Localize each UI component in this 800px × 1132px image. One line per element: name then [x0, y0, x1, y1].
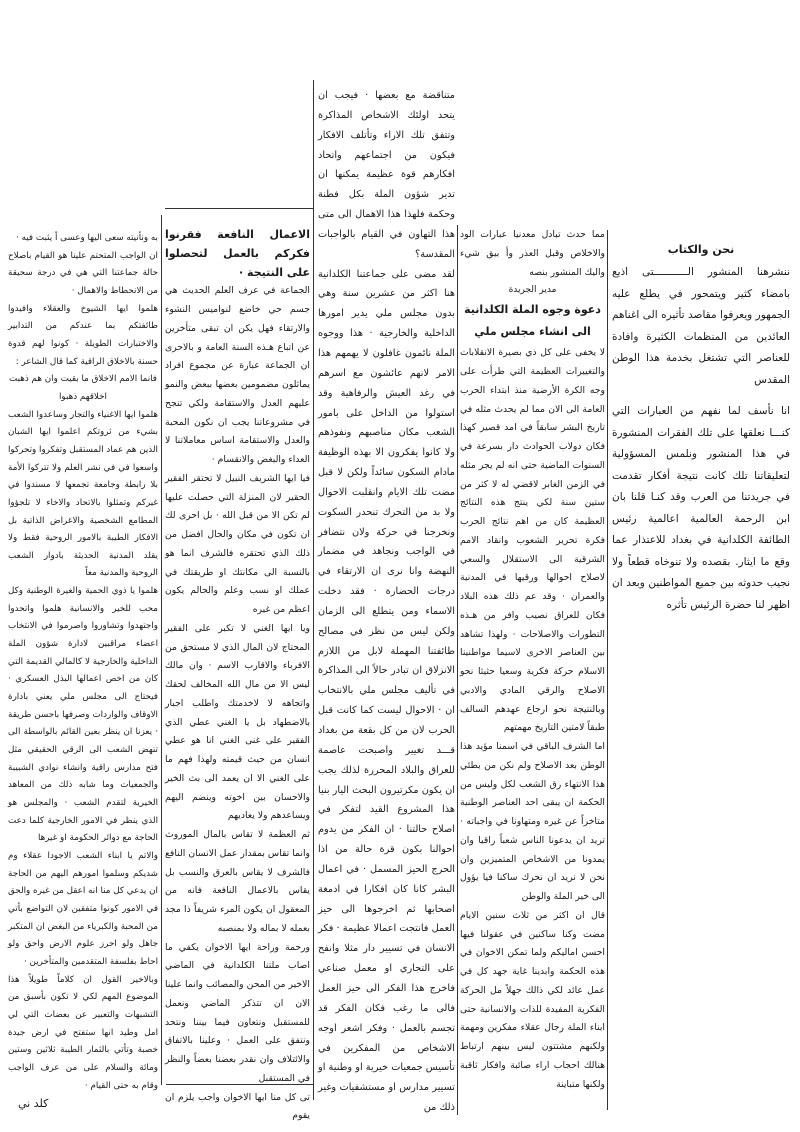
column-separator — [161, 215, 162, 1085]
column-3 — [318, 86, 455, 1118]
column-separator — [313, 80, 314, 1100]
paragraph: هلموا ايها الشيوخ والعقلاء وافيدوا طائفتكم بما عندكم من التدابير والاختبارات الطويلة · كونوا لهم قدوة حسنة بالاخلاق الراقية كما قال الشاعر : — [8, 303, 158, 367]
boxed-heading: الاعمال النافعة فقرنوا فكركم بالعمل لتحصلوا على النتيجة · — [165, 228, 310, 279]
paragraph: قال ان اكثر من ثلاث سنين الايام مضت وكنا ساكنين في عقولنا فيها احسن اماليكم ولما تمكن الاخوان في هذه الحكمة وابدينا غاية جهد كل في عمل عائد لكي ذالك جهلاً مل الحركة الفكرية المفيدة للذات والانسانية حتى ابناء الملة رجال عقلاء مفكرين ومهمة ولكنهم مشتتون ليس بينهم ارتباط هنالك احجاب اراء صائبة وافكار ثاقبة ولكنها متباينة — [460, 909, 605, 1090]
paragraph: هلموا يا ذوي الحمية والغيرة الوطنية وكل محب للخير والانسانية هلموا واتحدوا واجتهدوا وتشاوروا واصرموا في الانتخاب اعضاء مراقبين لادارة شؤون الملة الداخلية والخارجية لا كالمالي القديمة التي كان من اخص اعمالها البذل العسكري · فيحتاج الى مجلس ملي يعني بادارة الاوقاف والواردات وصرفها باحسن طريقة · يعزنا ان ينظر بعين القائم بالواسطة الى تنهض الشعب الى الرقي الحقيقي مثل فتح مدارس راقية وانشاء نوادي الشبيبة والجمعيات وما شابه ذلك من المعاهد الخيرية لتقدم الشعب · والمجلس هو الذي ينظر في الامور الخارجية كلما دعت الحاجة مع دوائر الحكومة او غيرها — [8, 586, 158, 844]
column-2 — [460, 226, 605, 1094]
column-5 — [8, 230, 158, 1113]
column-1 — [612, 238, 790, 616]
paragraph: اما الشرف الباقي في اسمنا مؤيد هذا الوطن بعد الاصلاح ولم نكن من بطئي هذا الانتهاء رق الشعب لكل وليس من الحكمة ان يبقى احد العناصر الوطنية متاخراً عن غيره ومتهاونا في واجباته · تريد ان يدعونا الناس شعباً راقيا وان يمدونا من الاشخاص المتميزين وان نحن لا نريد ان نحرك ساكنا فيا يؤول الى خير الملة والوطن — [460, 741, 605, 902]
intro-text: مما حدث تبادل معدنيا عبارات الود والاخلاص وقبل العذر وأ بيق شيء واليك المنشور بنصه — [460, 229, 605, 278]
column-separator — [607, 230, 608, 1110]
paragraph: ننشرهنا المنشور الـــــــــــتى اذيع بامضاء كثير ويتمحور في يطلع عليه الجمهور ويعرفوا مقاصد تأثيره الى اغناهم العائدين من المنظمات الكثيرة وافادة للعناصر التي تشتغل بخدمة هذا الوطن المقدس — [612, 266, 790, 386]
column-1-heading: نحن والكتاب — [667, 243, 735, 256]
poem-verse: فانما الامم الاخلاق ما بقيت وان هم ذهبت اخلاقهم ذهبوا — [9, 374, 157, 402]
paragraph: ورحمة وراحة ايها الاخوان يكفي ما اصاب ملتنا الكلدانية في الماضي الاخير من المحن والمصائب وانما علينا الان ان تتذكر الماضي ونعمل للمستقبل ونتعاون فيما بيننا ونتحد ونتفق على العمل · وعلينا بالاتفاق والائتلاف وان نقدر بعضنا بعضاً والنظر في المستقبل — [165, 941, 310, 1084]
paragraph: وبالاخير القول ان كلاماً طويلاً هذا الموضوع المهم لكي لا تكون بأسبق من التشبهات والتعبير عن بعضات التي لي امل وطيد انها ستفتح في ارض جيدة خصبة وتأتي بالثمار الطيبة ثلاثين وستين ومائة والسلام على من عرف الواجب وقام به حتى القيام · — [8, 974, 158, 1091]
top-rule — [165, 208, 313, 209]
paragraph: ويا ايها الغني لا تكبر على الفقير المحتاج لان المال الذي لا مستحق من الافرباء والاقارب الاسم · وان مالك ليس الا من مال الله المخالف لحقك واتجاهه لا لاخدمتك واطلب اجبار بالاضطهاد بل يا الغني عطي الذي الفقير على غنى الغني انا هو عطي انسان من حيث قيمته ولهذا فهم ما على الغني الا ان يعمد الى بث الخير والاحسان بين اخوته وينضم اليهم ويساعدهم ولا يعاديهم — [165, 622, 310, 822]
paragraph: الجماعة في عرف العلم الحديث هي جسم حي خاضع لنواميس النشوء والارتقاء فهل يكن ان تبقى متأخرين عن اتباع هـذه السنة العامة و بالاحرى ان الجماعة عبارة عن مجموع افراد يماثلون مضمومين بعضها ببعض والنمو عليهم العدل والاستقامة ولكي تنجح في مشروعاتنا يجب ان نكون المحبة والعدل والاستقامة اساس معاملاتنا لا العداء والبغض والانقسام · — [165, 285, 310, 465]
paragraph: ثم العظمة لا تقاس بالمال الموروث وانما تقاس بمقدار عمل الانسان النافع فالشرف لا يقاس بالعرق والنسب بل يقاس بالاعمال النافعة فانه من المعقول ان يكون المرء شريفاً ذا مجد بعمله لا بماله ولا بمنصبه — [165, 829, 310, 934]
article-title: دعوة وجوه الملة الكلدانية — [464, 303, 601, 317]
paragraph: لقد مضى على جماعتنا الكلدانية هنا اكثر من عشرين سنة وهي بدون مجلس ملي يدير امورها الداخلية والخارجية · هذا ووجوه الملة نائمون غافلون لا يهمهم هذا الامر لانهم عائشون مع اسرهم في رغد العيش والرفاهية وقد استولوا من الداخل على بامور الشعب مكان مناصبهم ونفوذهم ولا كانوا يفكرون الا بهذه الوظيفة مادام السكون سائداً ولكن لا قبل مضت تلك الايام وانقلبت الاحوال ولا بد من التحرك تنحدر السكوت ونخرجنا في حركة ولان نتضافر في الواجب ونجاهد في مضمار النهضة وانا نرى ان الارتقاء في درجات الحضارة · فقد دخلت الاسماء ومن يتطلع الى الزمان ولكن ليس من نظر في مصالح طائفتنا المهملة لابل من اللازم الانزلاق ان تبادر حالاً الى المذاكرة في تأليف مجلس ملي بالانتخاب ان · الاحوال ليست كما كانت قبل الحرب لان من كل بقعة من بغداد قـــد تغيير واصبحت عاصمة للعراق والبلاد المحررة لذلك يجب ان يكون مكرتيرون البحث اليار بنيا هذا المشروع القيد لتفكر في اصلاح حالتنا · ان الفكر من يدوم احوالنا بكون قرة حالة من اذا الحرج الحيز المسمل · في اعمال البشر كانا كان افكارا في ادمغة اصحابها ثم اخرجوها الى حيز العمل فانتجت اعمالا عظيمة · فكر الانسان في تسيير دار مثلا وانفح على التجاري او معمل صناعي فاخرج هذا الفكر الى حيز العمل فالى ما رغب فكان الفكر قد تجسم بالعمل · وفكر اشعر اوجه الاشخاص من المفكرين في تأسيس جمعيات خيرية او وطنية او تسيير مدارس او مستشفيات وغير ذلك من — [318, 268, 455, 1114]
paragraph: والاتم يا ابناء الشعب الاجودا عقلاء وم شديكم وسلموا امورهم اليهم من الحاجة ان يدعي كل منا انه اعقل من غيره والحق في الامور كونوا متفقين لان التواضع بأتي من المحبة والكبرياء من البغض ان المتكبر جاهل ولو احرز علوم الارض واحق ولو احاط بفلسفة المتقدمين والمتأخرين · — [8, 850, 158, 967]
paragraph: انا نأسف لما نفهم من العبارات التي كنـــا نعلقها على تلك الفقرات المنشورة في هذا المنشور ونلمس المسؤولية لتعليقاتنا تلك كانت نتيجة أفكار تقدمت في جريدتنا من العرب وقد كنـا قلنا بان ابن الرحمة العالمية اعالمية رئيس الطائفة الكلدانية في بغداد للاعتذار عما وقع ما ايثار. بقصده ولا تنوخاه قطعاً ولا نجيب حدوثه بين جميع المواطنين وبعد ان اظهر لنا حضرة الرئيس تأثره — [612, 405, 790, 611]
paragraph: ان الواجب المتحتم علينا هو القيام باصلاح حالة جماعتنا التي هي في درجة سحيقة من الانحطاط والاهمال · — [8, 250, 158, 296]
author-signature: كلد ني — [18, 1097, 49, 1111]
column-separator — [457, 225, 458, 1115]
editor-signature: مدير الجريدة — [508, 285, 557, 296]
column-4 — [165, 226, 310, 1126]
paragraph: لا يخفى على كل ذي بصيرة الانقلابات والتغييرات العظيمة التي طرأت على وجه الكرة الأرضية منذ ابتداء الحرب العامة الى الان مما لم يحدث مثله في تاريخ البشر سابقاً في امد قصير كهذا فكان دولاب الحوادث دار بسرعة في السنوات الماضية حتى انه لم يجر مثله في الزمن الغابر لاقضي له لا كثر من ستين سنة لكي ينتج هذه النتائج العظيمة كان من اهم نتائج الحرب فكرة تحرير الشعوب وانقاد الامم الشرقية الى الاستقلال والسعي لاصلاح احوالها ورقيها في المدنية والعمران · وقد عم ذلك هذه البلاد فكان للعراق نصيب وافر من هـذه التطورات والاصلاحات · ولهذا تشاهد بين العناصر الاخرى لاسيما مواطنينا الاسلام حركة فكرية وسعيا حثيثا نحو الاصلاح والرقي المادي والادبي وبالنتيجة نحو ارجاع عهدهم السالف طبقاً لامتين التاريخ مهمتهم — [460, 347, 605, 734]
paragraph: متناقضة مع بعضها · فيجب ان يتحد اولئك الاشخاص المذاكرة وتتفق تلك الاراء وتأتلف الافكار فيكون من اجتماعهم واتحاد افكارهم قوة عظيمة يمكنها ان تدير شؤون الملة بكل فطنة وحكمة فلهذا هذا الاهمال الى متى هذا التهاون في القيام بالواجبات المقدسة؟ — [318, 90, 455, 260]
paragraph: فيا ايها الشريف النبيل لا تحتقر الفقير الحقير لان المنزلة التي حصلت عليها لم تكن الا من قبل الله · بل احرى لك ان تكون في مكان والحال افضل من ذلك الذي تحتقره فالشرف انما هو بالنسبة الى مكانتك او طريقتك في عملك او نسب وعلم والحالم يكون اعظم من غيره — [165, 472, 310, 615]
paragraph: به ونأنيته سعى اليها وعسى أ يثبت فيه · — [16, 233, 158, 243]
paragraph: هلموا ايها الاغنياء والتجار وساعدوا الشعب بشيء من ثروتكم اعلموا ايها الشبان الذين هم عماد المستقبل وتفكروا وتحركوا واسعوا في في نشر العلم ولا تتركوا الأمة بلا رابطة وجامعة تجمعها لا مسندوا في غيركم وتمثلوا بالاتحاد والاخاء لا تلجؤوا المطامع الشخصية والاغراض الذاتية بل الافكار الطيبة بالامور الروحية فقط ولا يقلد المدنية الحديثة بادوار الشعب الروحية والمدنية معاً — [8, 409, 158, 579]
paragraph-tail: تى كل منا ايها الاخوان واجب يلزم ان يقوم — [165, 1091, 310, 1122]
article-subtitle: الى انشاء مجلس ملي — [474, 325, 591, 339]
